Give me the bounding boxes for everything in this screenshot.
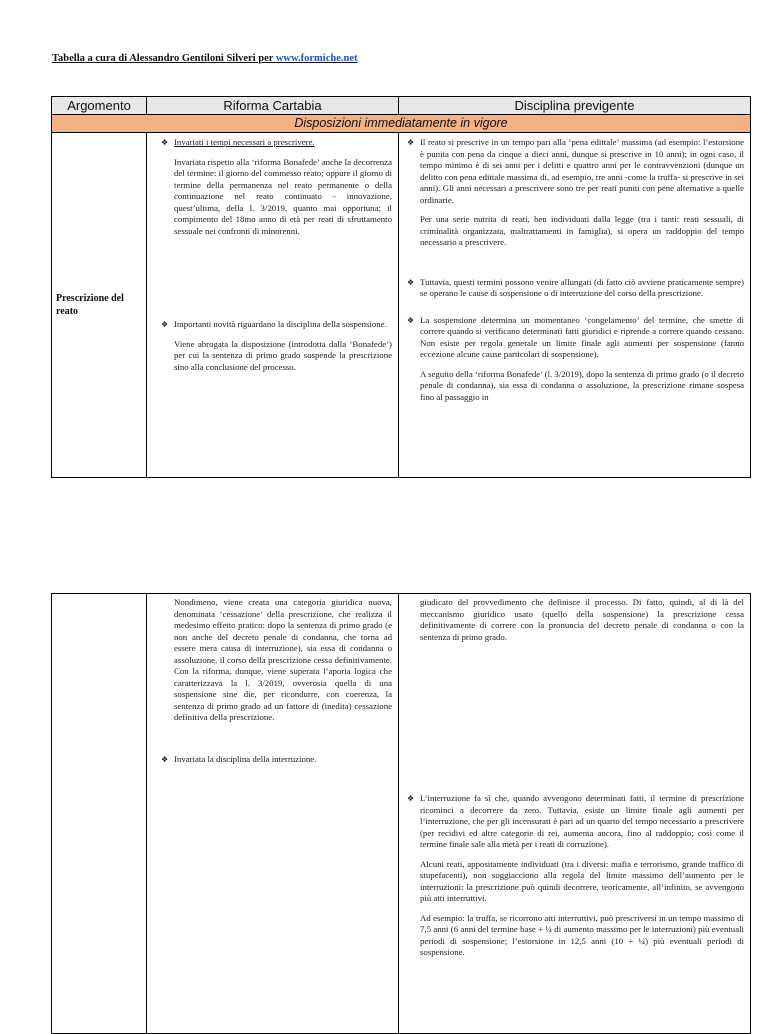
previgente-reati-speciali-text: Alcuni reati, appositamente individuati (tra i diversi: mafia e terrorismo, grande traffico di stupefacenti), non soggiacciono alla regola del limite massimo dell’aumento per le interruzioni: la prescrizione può quindi decorrere, teoricamente, all’infinito, se avvengono più atti interruttivi.: [420, 858, 744, 903]
previgente-tempi-text: ❖ Il reato si prescrive in un tempo pari alla ‘pena edittale’ massima (ad esempio: l’estorsione è punita con pena da cinque a dieci anni, dunque si prescrive in 10 anni); in ogni caso, il tempo minimo è di sei anni per i delitti e quattro anni per le contravvenzioni (dunque un delitto con pena edittale massima di, ad esempio, tre anni -come la truffa- si prescrive in sei anni). Gli anni necessari a prescrivere sono tre per reati puniti con pene alternative a quelle ordinarie.: [406, 137, 744, 206]
previgente-allungamento-text: ❖ Tuttavia, questi termini possono venire allungati (di fatto ciò avviene praticamente sempre) se operano le cause di sospensione o di interruzione del corso della prescrizione.: [406, 277, 744, 300]
previgente-cell: [399, 133, 751, 478]
column-header-riforma-cartabia: Riforma Cartabia: [147, 97, 399, 115]
comparison-table-page-2: [51, 593, 751, 1034]
topic-cell-continued: [52, 594, 147, 1034]
previgente-raddoppio-text: Per una serie nutrita di reati, ben individuati dalla legge (tra i tanti: reati sessuali, di criminalità organizzata, maltrattamenti in famiglia), si opera un raddoppio del tempo necessario a prescrivere.: [420, 214, 744, 247]
section-band: Disposizioni immediatamente in vigore: [52, 115, 751, 133]
cartabia-bullet-tempi: ❖ Invariati i tempi necessari a prescrivere.: [160, 137, 392, 149]
previgente-giudicato-text: giudicato del provvedimento che definisce il processo. Di fatto, quindi, al di là del meccanismo giuridico usato (quello della sospensione) la prescrizione cessa definitivamente di correre con la pronuncia del decreto penale di condanna o con la sentenza di primo grado.: [420, 597, 744, 642]
column-header-disciplina-previgente: Disciplina previgente: [399, 97, 751, 115]
topic-cell: [52, 133, 147, 478]
formiche-link[interactable]: www.formiche.net: [275, 53, 358, 64]
document-heading: [52, 53, 358, 64]
comparison-table-page-1: [51, 96, 751, 478]
previgente-interruzione-text: ❖ L’interruzione fa sì che, quando avvengono determinati fatti, il termine di prescrizione ricominci a decorrere da zero. Tuttavia, esiste un limite finale agli aumenti per l’interruzione, che per gli incensurati è pari ad un quarto del tempo necessario a prescrivere (per recidivi ed altre categorie di rei, aumenta ancora, fino al raddoppio; così come il termine finale sale alla metà per i reati di corruzione).: [406, 793, 744, 851]
previgente-bonafede-text: A seguito della ‘riforma Bonafede’ (l. 3/2019), dopo la sentenza di primo grado (o il decreto penale di condanna), sia essa di condanna o assoluzione, la prescrizione rimane sospesa fino al passaggio in: [420, 368, 744, 402]
cartabia-cell: [147, 133, 399, 478]
cartabia-bullet-interruzione: ❖ Invariata la disciplina della interruzione.: [160, 754, 392, 766]
cartabia-decorrenza-text: Invariata rispetto alla ‘riforma Bonafede’ anche la decorrenza del termine: il giorno del commesso reato; oppure il giorno di termine della permanenza nel reato permanente o della continuazione nel reato continuato - innovazione, quest’ultima, della l. 3/2019, quanto mai opportuna; il compimento del 18mo anno di età per reati di sfruttamento sessuale nei confronti di minorenni.: [174, 156, 392, 236]
cartabia-cessazione-text: Nondimeno, viene creata una categoria giuridica nuova, denominata ‘cessazione’ della prescrizione, che realizza il medesimo effetto pratico: dopo la sentenza di primo grado (e non anche del decreto penale di condanna, che torna ad essere mera causa di interruzione), sia essa di condanna o assoluzione, il corso della prescrizione cessa definitivamente. Con la riforma, dunque, viene superata l’aporia logica che caratterizzava la l. 3/2019, ovverosia quella di una sospensione sine die, per ricondurre, con coerenza, la sentenza di primo grado ad un fattore di (inedita) cessazione definitiva della prescrizione.: [174, 597, 392, 722]
column-header-argomento: Argomento: [52, 97, 147, 115]
heading-text: Tabella a cura di Alessandro Gentiloni Silveri per: [52, 53, 276, 64]
cartabia-bullet-sospensione: ❖ Importanti novità riguardano la disciplina della sospensione.: [160, 319, 392, 331]
topic-label: Prescrizione del reato: [56, 293, 124, 317]
cartabia-abrogazione-text: Viene abrogata la disposizione (introdotta dalla ‘Bonafede’) per cui la sentenza di primo grado sospende la prescrizione sino alla conclusione del processo.: [174, 338, 392, 372]
previgente-sospensione-text: ❖ La sospensione determina un momentaneo ‘congelamento’ del termine, che smette di correre quando si verificano determinati fatti giuridici e riprende a correre quando cessano. Non esiste per regola generale un limite finale agli aumenti per sospensione (fanno eccezione alcune cause particolari di sospensione).: [406, 315, 744, 361]
previgente-cell-continued: [399, 594, 751, 1034]
cartabia-cell-continued: [147, 594, 399, 1034]
previgente-esempio-text: Ad esempio: la truffa, se ricorrono atti interruttivi, può prescriversi in un tempo massimo di 7,5 anni (6 anni del termine base + ¼ di aumento massimo per le interruzioni) più eventuali periodi di sospensione; l’estorsione in 12,5 anni (10 + ¼) più eventuali periodi di sospensione.: [420, 912, 744, 957]
